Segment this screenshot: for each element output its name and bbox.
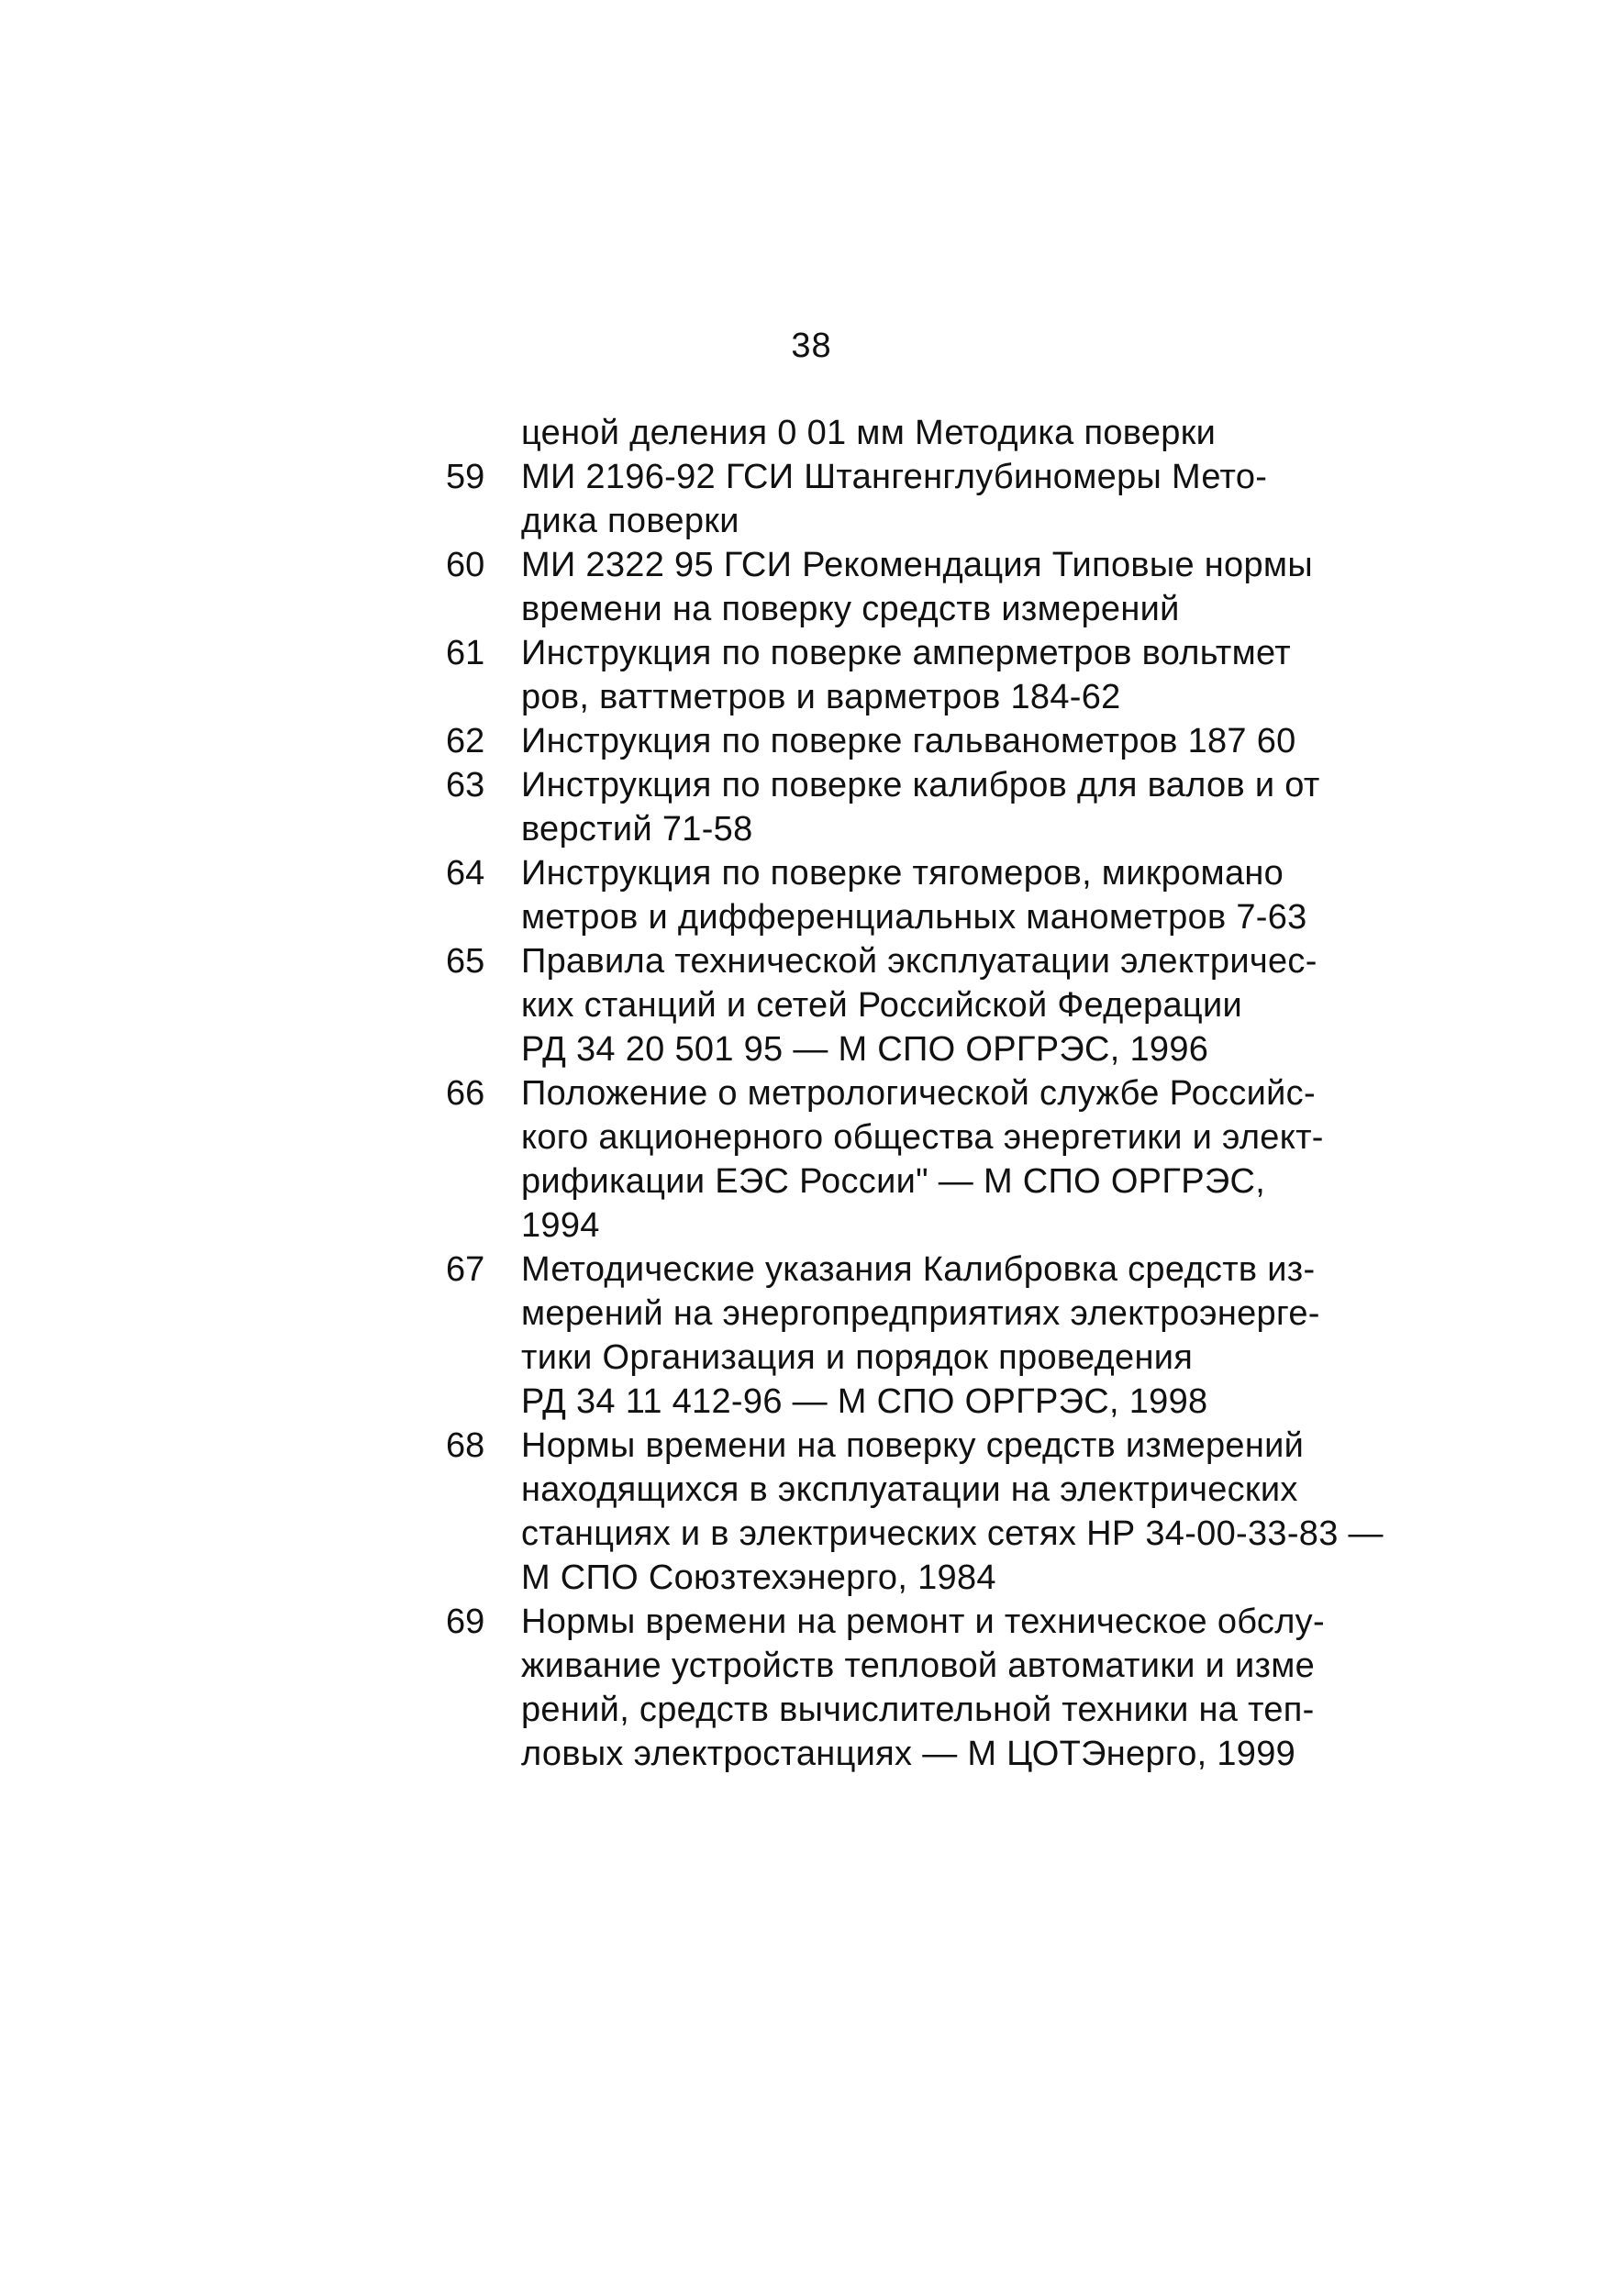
reference-entry [446,939,1455,1071]
entry-text-line: находящихся в эксплуатации на электрических [521,1470,1298,1509]
entry-number: 65 [446,942,485,981]
entry-text-line: рификации ЕЭС России" — М СПО ОРГРЭС, [521,1162,1266,1201]
entry-text-line: Правила технической эксплуатации электричес- [521,942,1317,981]
entry-text-line: верстий 71-58 [521,810,753,849]
entry-number: 61 [446,634,485,672]
reference-entry [446,1248,1455,1424]
reference-entry [446,719,1455,763]
entry-text [521,1600,1455,1776]
reference-entry [446,411,1455,455]
reference-entry [446,1600,1455,1776]
entry-text-line: тики Организация и порядок проведения [521,1338,1194,1377]
reference-entry [446,631,1455,719]
entry-text-line: М СПО Союзтехэнерго, 1984 [521,1558,996,1597]
entry-text [521,1071,1455,1248]
entry-text [521,1248,1455,1424]
entry-text [521,543,1455,631]
entry-text-line: МИ 2322 95 ГСИ Рекомендация Типовые нормы [521,546,1313,584]
entry-text-line: станциях и в электрических сетях НР 34-00-33-83 — [521,1514,1384,1553]
entry-text-line: Методические указания Калибровка средств из- [521,1250,1316,1289]
entry-text-line: Нормы времени на поверку средств измерений [521,1426,1305,1465]
entry-text-line: Инструкция по поверке тягомеров, микромано [521,854,1284,893]
reference-entry [446,851,1455,939]
entry-text-line: Положение о метрологической службе Российс- [521,1074,1316,1113]
entry-text-line: Инструкция по поверке амперметров вольтмет [521,634,1291,672]
entry-text [521,411,1455,455]
entry-text-line: кого акционерного общества энергетики и элект- [521,1118,1324,1157]
entry-text-line: РД 34 20 501 95 — М СПО ОРГРЭС, 1996 [521,1030,1209,1069]
entry-text [521,763,1455,851]
entry-text [521,939,1455,1071]
entry-text [521,455,1455,543]
entry-text [521,851,1455,939]
entry-text-line: ловых электростанциях — М ЦОТЭнерго, 1999 [521,1735,1296,1773]
entry-text-line: МИ 2196-92 ГСИ Штангенглубиномеры Мето- [521,458,1268,496]
entry-text [521,1424,1455,1600]
reference-entry [446,763,1455,851]
reference-entry [446,1424,1455,1600]
entry-text-line: ких станций и сетей Российской Федерации [521,986,1243,1025]
entry-text-line: дика поверки [521,502,739,540]
entry-text-line: Инструкция по поверке гальванометров 187 60 [521,722,1296,760]
entry-number: 63 [446,766,485,804]
entry-number: 66 [446,1074,485,1113]
entry-number: 67 [446,1250,485,1289]
entry-text-line: мерений на энергопредприятиях электроэнерге- [521,1294,1320,1333]
entry-text-line: ценой деления 0 01 мм Методика поверки [521,414,1217,452]
entry-text-line: РД 34 11 412-96 — М СПО ОРГРЭС, 1998 [521,1382,1208,1421]
entry-number: 62 [446,722,485,760]
reference-entry [446,543,1455,631]
entry-text-line: 1994 [521,1206,600,1245]
entry-text-line: Нормы времени на ремонт и техническое обслу- [521,1603,1325,1641]
reference-entry [446,1071,1455,1248]
entry-text [521,631,1455,719]
entry-text-line: живание устройств тепловой автоматики и изме [521,1647,1316,1685]
entry-text-line: рений, средств вычислительной техники на теп- [521,1691,1315,1729]
entry-number: 59 [446,458,485,496]
entry-text-line: времени на поверку средств измерений [521,590,1180,628]
entry-text-line: метров и дифференциальных манометров 7-63 [521,898,1307,937]
entry-number: 69 [446,1603,485,1641]
entry-number: 64 [446,854,485,893]
entry-text-line: Инструкция по поверке калибров для валов и от [521,766,1320,804]
entry-text [521,719,1455,763]
reference-entry [446,455,1455,543]
entry-text-line: ров, ваттметров и варметров 184-62 [521,678,1121,716]
entry-number: 68 [446,1426,485,1465]
entry-number: 60 [446,546,485,584]
reference-list [446,411,1455,1776]
page-number: 38 [791,327,832,365]
